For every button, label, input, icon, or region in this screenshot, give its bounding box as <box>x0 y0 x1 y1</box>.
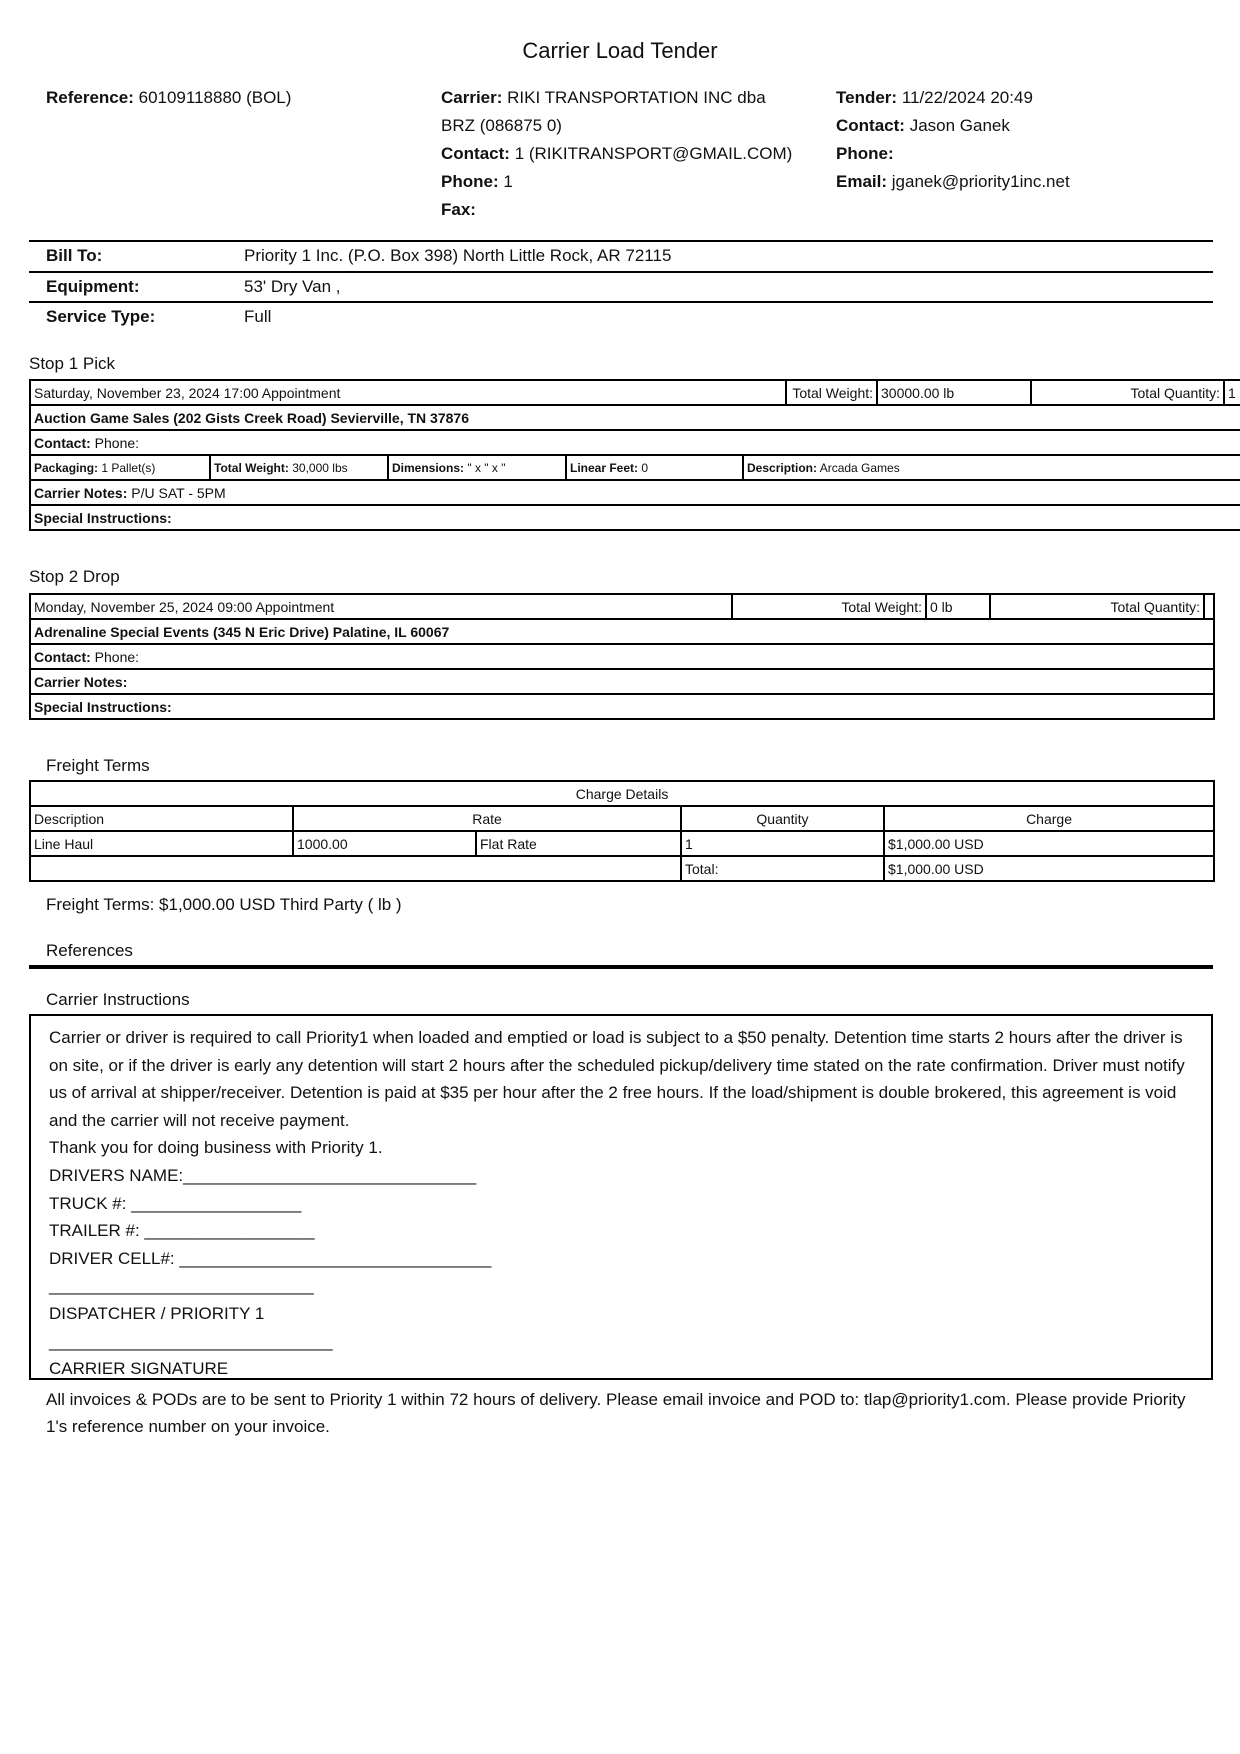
packaging-label: Packaging: <box>34 460 99 475</box>
bill-to-value: Priority 1 Inc. (P.O. Box 398) North Little Rock, AR 72115 <box>244 246 672 265</box>
stop2-contact-value: Phone: <box>94 648 140 665</box>
dimensions-label: Dimensions: <box>392 460 465 475</box>
freight-terms-line: Freight Terms: $1,000.00 USD Third Party ( lb ) <box>46 895 402 914</box>
equipment-value: 53' Dry Van , <box>244 277 341 296</box>
stop1-total-quantity-label: Total Quantity: <box>1031 380 1224 405</box>
carrier-phone-value: 1 <box>503 172 513 191</box>
equipment-label: Equipment: <box>46 277 140 296</box>
stop1-dimensions <box>388 455 566 480</box>
stop2-special-instructions <box>30 694 1214 719</box>
email-value: jganek@priority1inc.net <box>891 172 1070 191</box>
tender-label: Tender: <box>836 88 898 107</box>
carrier-instructions-heading: Carrier Instructions <box>46 990 190 1009</box>
stop1-table <box>29 379 1240 531</box>
stop2-carrier-notes-label: Carrier Notes: <box>34 673 128 690</box>
stop1-contact-value: Phone: <box>94 434 140 451</box>
linear-feet-value: 0 <box>641 460 649 475</box>
col-quantity: Quantity <box>681 806 884 831</box>
row-rate-type: Flat Rate <box>476 831 681 856</box>
bill-to-row <box>0 246 1240 270</box>
tender-value: 11/22/2024 20:49 <box>901 88 1033 107</box>
contact-value: Jason Ganek <box>909 116 1010 135</box>
stop1-description <box>743 455 1240 480</box>
stop2-heading: Stop 2 Drop <box>29 567 120 586</box>
carrier-contact-label: Contact: <box>441 144 510 163</box>
weight-value: 30,000 lbs <box>292 460 348 475</box>
weight-label: Total Weight: <box>214 460 289 475</box>
row-description: Line Haul <box>30 831 293 856</box>
stop2-special-instructions-label: Special Instructions: <box>34 698 172 715</box>
references-heading: References <box>46 941 133 960</box>
col-rate: Rate <box>293 806 681 831</box>
carrier-phone-label: Phone: <box>441 172 499 191</box>
freight-terms-heading: Freight Terms <box>46 756 150 775</box>
carrier-name-line1: RIKI TRANSPORTATION INC dba <box>507 88 766 107</box>
references-divider <box>29 965 1213 969</box>
divider <box>29 301 1213 303</box>
charge-details-table <box>29 780 1215 882</box>
stop1-weight <box>210 455 388 480</box>
service-type-label: Service Type: <box>46 307 156 326</box>
stop2-total-weight-value: 0 lb <box>926 594 990 619</box>
special-instructions-label: Special Instructions: <box>34 509 172 526</box>
carrier-notes-label: Carrier Notes: <box>34 484 128 501</box>
stop2-appointment: Monday, November 25, 2024 09:00 Appointment <box>30 594 732 619</box>
tender-block <box>836 84 1216 196</box>
carrier-label: Carrier: <box>441 88 503 107</box>
contact-label: Contact: <box>836 116 905 135</box>
stop1-linear-feet <box>566 455 743 480</box>
divider <box>29 271 1213 273</box>
footer-note: All invoices & PODs are to be sent to Priority 1 within 72 hours of delivery. Please email invoice and POD to: tlap@priority1.com. Please provide Priority 1's reference number on your invoice. <box>46 1390 1186 1436</box>
total-label: Total: <box>681 856 884 881</box>
stop2-contact-label: Contact: <box>34 648 91 665</box>
stop2-total-quantity-value <box>1204 594 1214 619</box>
divider <box>29 240 1213 242</box>
stop2-total-quantity-label: Total Quantity: <box>990 594 1204 619</box>
description-label: Description: <box>747 460 818 475</box>
stop2-table <box>29 593 1215 720</box>
equipment-row <box>0 277 1240 301</box>
bill-to-label: Bill To: <box>46 246 103 265</box>
total-spacer <box>30 856 681 881</box>
carrier-block <box>441 84 811 224</box>
row-quantity: 1 <box>681 831 884 856</box>
description-value: Arcada Games <box>819 460 900 475</box>
carrier-contact-value: 1 (RIKITRANSPORT@GMAIL.COM) <box>514 144 793 163</box>
dimensions-value: " x " x " <box>467 460 506 475</box>
charge-details-title: Charge Details <box>30 781 1214 806</box>
carrier-fax-label: Fax: <box>441 200 476 219</box>
stop2-carrier-notes <box>30 669 1214 694</box>
stop1-heading: Stop 1 Pick <box>29 354 115 373</box>
carrier-name-line2: BRZ (086875 0) <box>441 116 562 135</box>
stop1-location: Auction Game Sales (202 Gists Creek Road) Sevierville, TN 37876 <box>30 405 1240 430</box>
reference-label: Reference: <box>46 88 134 107</box>
stop2-contact <box>30 644 1214 669</box>
reference-value: 60109118880 (BOL) <box>138 88 292 107</box>
stop1-packaging <box>30 455 210 480</box>
service-type-value: Full <box>244 307 272 326</box>
page-title: Carrier Load Tender <box>522 38 718 63</box>
total-value: $1,000.00 USD <box>884 856 1214 881</box>
col-description: Description <box>30 806 293 831</box>
stop1-contact-label: Contact: <box>34 434 91 451</box>
stop1-total-quantity-value: 1 <box>1224 380 1240 405</box>
stop1-contact <box>30 430 1240 455</box>
row-rate: 1000.00 <box>293 831 476 856</box>
stop1-appointment: Saturday, November 23, 2024 17:00 Appointment <box>30 380 786 405</box>
stop2-total-weight-label: Total Weight: <box>732 594 926 619</box>
service-type-row <box>0 307 1240 331</box>
email-label: Email: <box>836 172 888 191</box>
reference-block <box>46 84 291 112</box>
packaging-value: 1 Pallet(s) <box>101 460 156 475</box>
stop1-total-weight-label: Total Weight: <box>786 380 877 405</box>
carrier-notes-value: P/U SAT - 5PM <box>131 484 226 501</box>
stop1-carrier-notes <box>30 480 1240 505</box>
stop1-total-weight-value: 30000.00 lb <box>877 380 1031 405</box>
col-charge: Charge <box>884 806 1214 831</box>
carrier-instructions-box: Carrier or driver is required to call Priority1 when loaded and emptied or load is subject to a $50 penalty. Detention time starts 2 hours after the driver is on site, or if the driver is early any detention will start 2 hours after the scheduled pickup/delivery time stated on the rate confirmation. Driver must notify us of arrival at shipper/receiver. Detention is paid at $35 per hour after the 2 free hours. If the load/shipment is double brokered, this agreement is void and the carrier will not receive payment. Thank you for doing business with Priority 1. DRIVERS NAME:_______________________________ TRUCK #: __________________ TRAILER #: __________________ DRIVER CELL#: _________________________________ ____________________________ DISPATCHER / PRIORITY 1 ______________________________ CARRIER SIGNATURE <box>29 1014 1213 1380</box>
stop1-special-instructions <box>30 505 1240 530</box>
row-charge: $1,000.00 USD <box>884 831 1214 856</box>
phone-label: Phone: <box>836 144 894 163</box>
linear-feet-label: Linear Feet: <box>570 460 639 475</box>
stop2-location: Adrenaline Special Events (345 N Eric Drive) Palatine, IL 60067 <box>30 619 1214 644</box>
